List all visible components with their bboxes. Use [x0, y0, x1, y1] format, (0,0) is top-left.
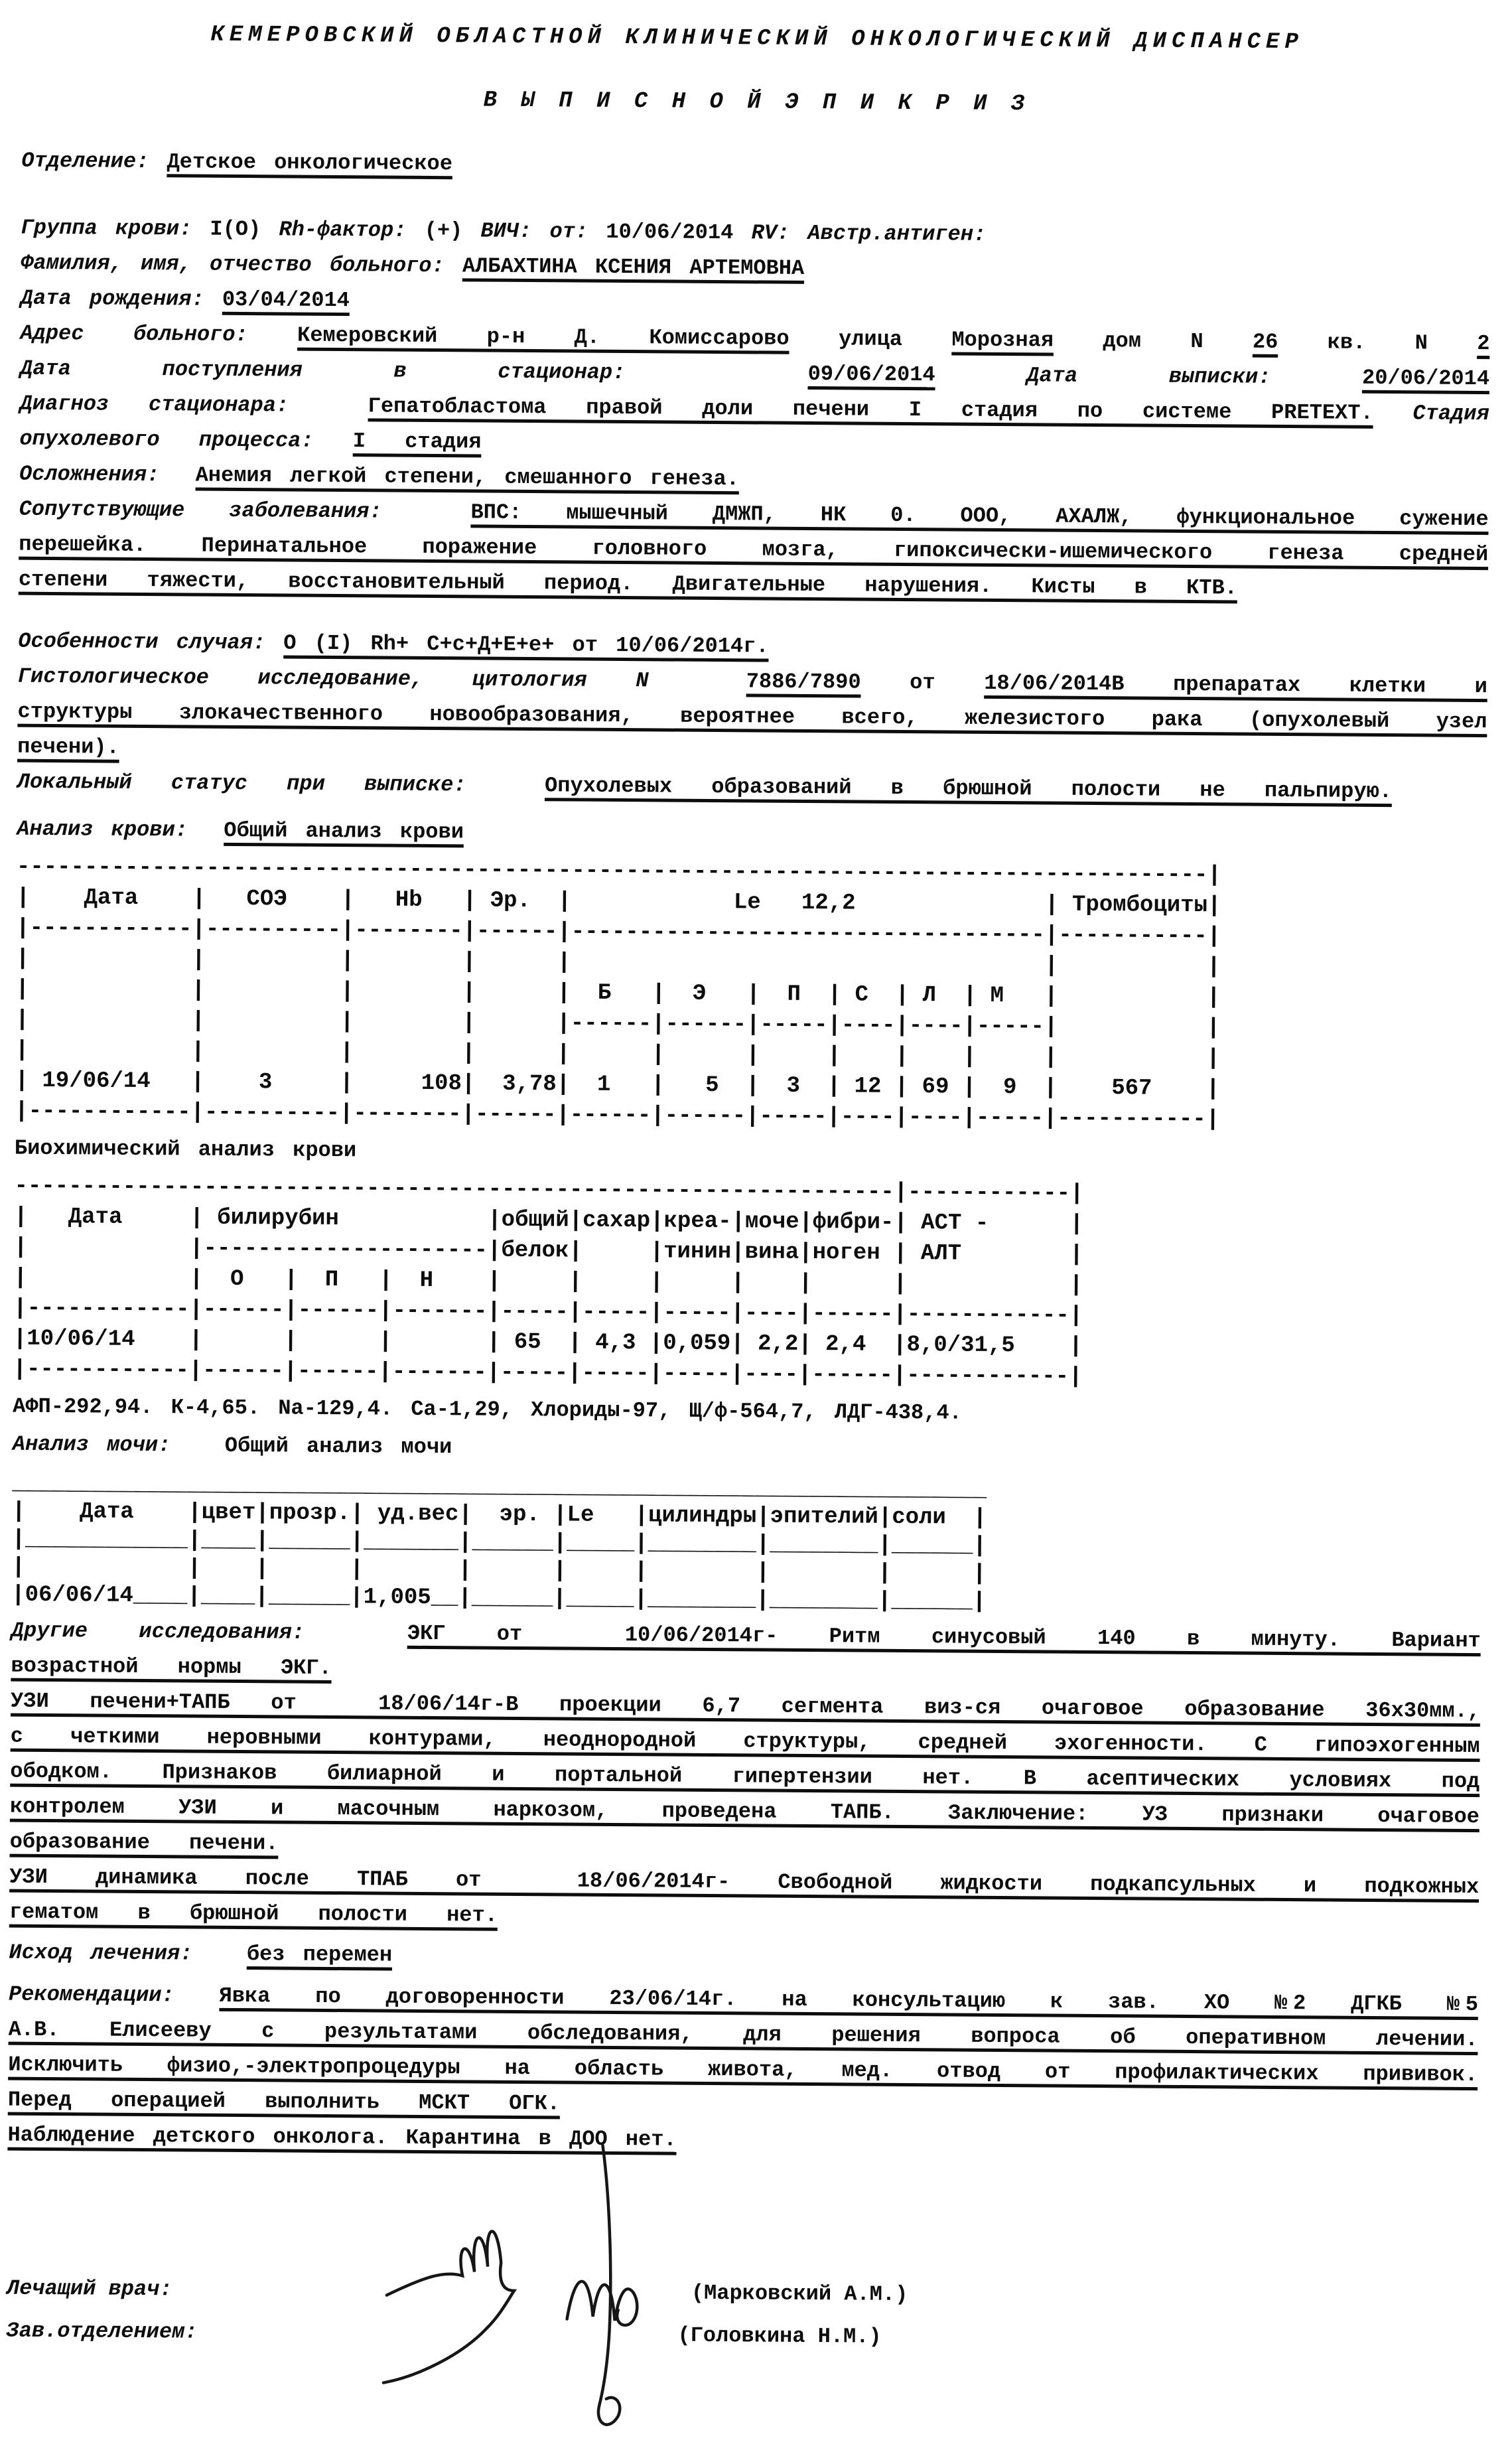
blood-group-line-part-6: RV: Австр.антиген:	[751, 220, 987, 247]
local-status-line-part-1: Опухолевых образований в брюшной полости не пальпирую.	[544, 773, 1393, 804]
blood-group-line-part-0: Группа крови:	[21, 215, 210, 242]
address-line-part-6: кв. N	[1278, 329, 1478, 356]
admission-line-part-3: 20/06/2014	[1361, 365, 1490, 392]
other-studies-line-part-0: Другие исследования:	[11, 1618, 407, 1646]
patient-name-line-part-0: Фамилия, имя, отчество больного:	[21, 250, 463, 279]
biochem-label-line-part-0: Биохимический анализ крови	[14, 1135, 357, 1163]
blood-group-line-part-4: ВИЧ: от:	[480, 218, 606, 244]
org-title: КЕМЕРОВСКИЙ ОБЛАСТНОЙ КЛИНИЧЕСКИЙ ОНКОЛОГИЧЕСКИЙ ДИСПАНСЕР	[210, 22, 1304, 56]
birth-date-line-part-1: 03/04/2014	[222, 287, 350, 313]
other-studies-line	[11, 1613, 1481, 1694]
histology-line-part-3: 18/06/2014В препаратах клетки и структуры злокачественного новообразования, вероятнее всего, железистого рака (опухолевый узел печени).	[17, 670, 1487, 760]
case-features-line-part-0: Особенности случая:	[18, 628, 284, 656]
blood-group-line-part-1: I(O)	[210, 216, 279, 242]
diagnosis-line-part-1: Гепатобластома правой доли печени I стадия по системе PRETEXT.	[368, 394, 1373, 425]
complications-line-part-1: Анемия легкой степени, смешанного генеза.	[195, 463, 740, 492]
admission-line-part-2: Дата выписки:	[935, 362, 1363, 390]
blood-count-table: ----------------------------------------------------------------------------------------| | Дата | СОЭ | Hb | Эр. | Le 12,2 | Тромбоциты| |------------|----------|--------|------|-----------------------------------|-----------| | | | | | | | | | | | | Б | Э | П | С | Л | М | | | | | | |------|------|-----|----|----|-----| | | | | | | | | | | | | | | 19/06/14 | 3 | 108| 3,78| 1 | 5 | 3 | 12 | 69 | 9 | 567 | |------------|----------|--------|------|------|------|-----|----|----|-----|-----------|	[15, 854, 1221, 1133]
us-dynamics-line	[9, 1859, 1479, 1940]
other-studies-line-part-1: ЭКГ от 10/06/2014г- Ритм синусовый 140 в минуту. Вариант возрастной нормы ЭКГ.	[11, 1621, 1481, 1680]
department-line-part-0: Отделение:	[21, 148, 167, 175]
address-line-part-1: Кемеровский р-н Д. Комиссарово	[297, 323, 790, 351]
address-line-part-2: улица	[789, 326, 952, 352]
department-line-part-1: Детское онкологическое	[167, 149, 453, 177]
blood-group-line-part-3: (+)	[424, 218, 481, 244]
diagnosis-line-part-3: I стадия	[352, 429, 482, 455]
department-line	[21, 143, 1491, 188]
signature-block	[5, 2231, 1476, 2460]
recommendations-line	[8, 1977, 1478, 2128]
department-head-label: Зав.отделением:	[6, 2318, 198, 2345]
recommendations-line-part-1: Явка по договоренности 23/06/14г. на консультацию к зав. ХО №2 ДГКБ №5 А.В. Елисееву с результатами обследования, для решения вопроса об оперативном лечении. Исключить физио,-электропроцедуры на область живота, мед. отвод от профилактических прививок. Перед операцией выполнить МСКТ ОГК.	[7, 1983, 1479, 2116]
urine-table: ________________________________________________________________________ | Дата |цвет|прозр.| уд.вес| эр. |Le |цилиндры|эпителий|соли | |____________|____|______|_______|______|_____|________|________|______| | | | | | | | | | | |06/06/14____|____|______|1,005__|______|_____|________|________|______|	[11, 1471, 987, 1615]
biochem-label-line	[15, 1131, 1484, 1176]
department-head-row	[6, 2313, 1476, 2358]
biochem-table: -----------------------------------------------------------------|------------| | Дата | билирубин |общий|сахар|креа-|моче|фибри-| АСТ - | | |---------------------|белок| |тинин|вина|ноген | АЛТ | | | О | П | Н | | | | | | | |------------|------|------|-------|-----|-----|-----|----|------|------------| |10/06/14 | | | | 65 | 4,3 |0,059| 2,2| 2,4 |8,0/31,5 | |------------|------|------|-------|-----|-----|-----|----|------|------------|	[13, 1173, 1084, 1390]
address-line-part-3: Морозная	[951, 327, 1054, 353]
department-head-name: (Головкина Н.М.)	[677, 2323, 882, 2349]
case-features-line-part-1: O (I) Rh+ C+c+Д+E+e+ от 10/06/2014г.	[283, 630, 769, 659]
admission-line-part-1: 09/06/2014	[807, 361, 935, 388]
comorbidities-line-part-1: ВПС: мышечный ДМЖП, НК 0. ООО, АХАЛЖ, функциональное сужение перешейка. Перинатальное поражение головного мозга, гипоксически-ишемического генеза средней степени тяжести, восстановительный период. Двигательные нарушения. Кисты в КТВ.	[18, 500, 1489, 601]
attending-doctor-row	[7, 2271, 1476, 2316]
address-line-part-5: 26	[1252, 329, 1278, 354]
address-line-part-7: 2	[1477, 330, 1490, 356]
urine-analysis-line-part-1: Общий анализ мочи	[224, 1433, 452, 1460]
histology-line-part-2: от	[860, 670, 985, 695]
document-body	[7, 143, 1491, 2163]
outcome-line-part-1: без перемен	[246, 1942, 393, 1968]
birth-date-line-part-0: Дата рождения:	[20, 285, 223, 312]
us-liver-line	[9, 1684, 1480, 1869]
address-line-part-0: Адрес больного:	[20, 321, 298, 348]
local-status-line-part-0: Локальный статус при выписке:	[17, 769, 545, 798]
address-line-part-4: дом N	[1053, 328, 1253, 354]
recommendations-line-part-0: Рекомендации:	[8, 1982, 220, 2008]
blood-analysis-line	[17, 812, 1486, 857]
comorbidities-line	[19, 492, 1489, 607]
complications-line-part-0: Осложнения:	[19, 461, 196, 488]
patient-name-line-part-1: АЛБАХТИНА КСЕНИЯ АРТЕМОВНА	[462, 253, 805, 281]
outcome-line	[9, 1935, 1478, 1980]
blood-group-line-part-5: 10/06/2014	[606, 219, 752, 246]
urine-analysis-line	[13, 1427, 1482, 1472]
us-liver-line-part-0: УЗИ печени+ТАПБ от 18/06/14г-В проекции 6,7 сегмента виз-ся очаговое образование 36х30мм., с четкими неровными контурами, неоднородной структуры, средней эхогенности. С гипоэхогенным ободком. Признаков билиарной и портальной гипертензии нет. В асептических условиях под контролем УЗИ и масочным наркозом, проведена ТАПБ. Заключение: УЗ признаки очаговое образование печени.	[9, 1688, 1481, 1856]
electrolytes-line-part-0: АФП-292,94. К-4,65. Na-129,4. Ca-1,29, Хлориды-97, Щ/ф-564,7, ЛДГ-438,4.	[13, 1394, 962, 1425]
observation-line-part-0: Наблюдение детского онколога. Карантина в ДОО нет.	[7, 2122, 677, 2152]
diagnosis-line	[19, 386, 1489, 467]
outcome-line-part-0: Исход лечения:	[9, 1940, 247, 1967]
histology-line	[17, 659, 1487, 774]
urine-analysis-line-part-0: Анализ мочи:	[12, 1431, 225, 1458]
doc-title: В Ы П И С Н О Й Э П И К Р И З	[483, 88, 1030, 117]
signature-stroke	[598, 2398, 620, 2425]
admission-line-part-0: Дата поступления в стационар:	[19, 356, 808, 386]
attending-doctor-name: (Марковский А.М.)	[691, 2280, 908, 2307]
electrolytes-line	[13, 1389, 1482, 1434]
blood-analysis-line-part-0: Анализ крови:	[17, 816, 224, 843]
diagnosis-line-part-2: Стадия опухолевого процесса:	[19, 400, 1489, 454]
attending-doctor-label: Лечащий врач:	[6, 2276, 172, 2302]
histology-line-part-0: Гистологическое исследование, цитология N	[17, 664, 746, 694]
histology-line-part-1: 7886/7890	[746, 669, 861, 695]
us-dynamics-line-part-0: УЗИ динамика после ТПАБ от 18/06/2014г- Свободной жидкости подкапсульных и подкожных гематом в брюшной полости нет.	[9, 1864, 1479, 1928]
diagnosis-line-part-0: Диагноз стационара:	[19, 391, 368, 419]
comorbidities-line-part-0: Сопутствующие заболевания:	[19, 496, 471, 525]
blood-group-line-part-2: Rh-фактор:	[279, 217, 425, 243]
blood-analysis-line-part-1: Общий анализ крови	[224, 818, 464, 845]
